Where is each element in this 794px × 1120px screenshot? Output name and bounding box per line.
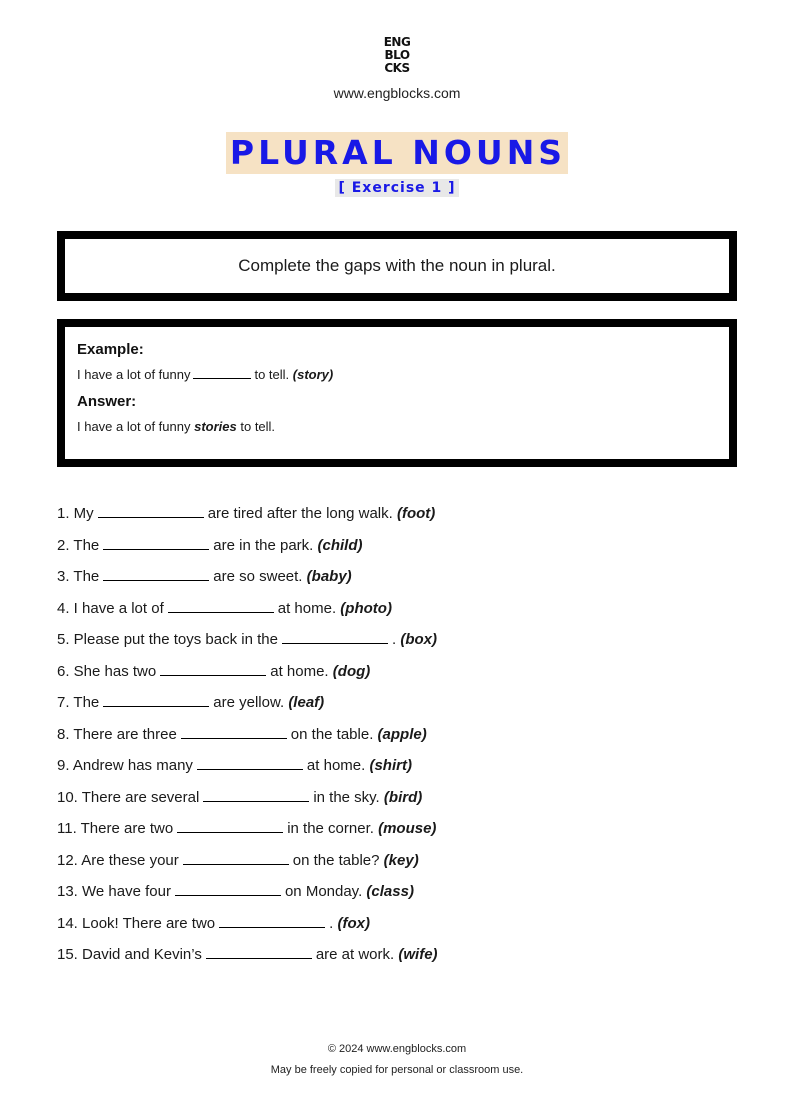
answer-gap[interactable] <box>103 566 209 581</box>
example-before: I have a lot of funny <box>77 367 191 382</box>
question-item <box>57 787 737 819</box>
question-text-before: 6. She has two <box>57 662 157 680</box>
instructions-text: Complete the gaps with the noun in plural. <box>238 256 556 275</box>
page-title: PLURAL NOUNS <box>226 132 568 174</box>
logo-line: BLO <box>384 48 410 62</box>
site-url: www.engblocks.com <box>333 85 461 101</box>
question-text-after: at home. <box>306 757 366 774</box>
answer-gap[interactable] <box>103 535 209 550</box>
question-text-after: are in the park. <box>213 536 314 554</box>
question-text-before: 2. The <box>57 536 100 554</box>
logo <box>0 36 794 75</box>
answer-gap[interactable] <box>203 787 309 802</box>
question-text-before: 4. I have a lot of <box>57 599 164 617</box>
example-label: Example: <box>77 341 144 358</box>
answer-gap[interactable] <box>103 692 209 707</box>
question-text-before: 7. The <box>57 694 100 711</box>
example-hint: (story) <box>292 367 334 382</box>
question-text-before: 13. We have four <box>57 883 171 900</box>
answer-after: to tell. <box>240 419 276 434</box>
question-item <box>57 850 737 882</box>
question-item <box>57 755 737 787</box>
noun-hint: (child) <box>317 536 363 554</box>
example-box <box>57 319 737 467</box>
logo-line: ENG <box>383 35 411 49</box>
answer-before: I have a lot of funny <box>77 419 191 434</box>
question-text-after: at home. <box>270 662 329 680</box>
question-text-before: 8. There are three <box>57 725 177 743</box>
question-text-before: 11. There are two <box>57 820 174 837</box>
noun-hint: (baby) <box>306 568 352 585</box>
noun-hint: (fox) <box>337 914 370 932</box>
question-text-before: 5. Please put the toys back in the <box>57 631 278 648</box>
question-text-before: 3. The <box>57 568 100 585</box>
question-item <box>57 724 737 756</box>
answer-gap[interactable] <box>98 503 204 518</box>
answer-gap[interactable] <box>168 598 274 613</box>
example-gap <box>193 368 251 379</box>
question-text-after: . <box>391 631 397 648</box>
noun-hint: (dog) <box>332 662 371 680</box>
answer-gap[interactable] <box>206 944 312 959</box>
question-item <box>57 944 737 976</box>
question-item <box>57 598 737 630</box>
question-text-before: 14. Look! There are two <box>57 914 216 932</box>
noun-hint: (wife) <box>398 946 438 963</box>
noun-hint: (foot) <box>396 505 436 522</box>
answer-word: stories <box>194 419 237 434</box>
question-text-after: are yellow. <box>213 694 285 711</box>
answer-gap[interactable] <box>282 629 388 644</box>
noun-hint: (shirt) <box>369 757 412 774</box>
answer-gap[interactable] <box>183 850 289 865</box>
question-text-after: on the table. <box>290 725 374 743</box>
footer-copyright: © 2024 www.engblocks.com <box>327 1043 467 1055</box>
question-text-before: 15. David and Kevin’s <box>57 946 202 963</box>
question-item <box>57 913 737 945</box>
noun-hint: (class) <box>366 883 414 900</box>
answer-gap[interactable] <box>160 661 266 676</box>
footer-license: May be freely copied for personal or classroom use. <box>270 1064 524 1076</box>
example-sentence <box>77 367 717 382</box>
logo-line: CKS <box>384 61 410 75</box>
question-item <box>57 503 737 535</box>
question-text-after: on Monday. <box>284 883 363 900</box>
question-item <box>57 535 737 567</box>
question-text-after: are tired after the long walk. <box>207 505 393 522</box>
answer-label: Answer: <box>77 393 137 410</box>
question-text-before: 10. There are several <box>57 788 200 806</box>
question-text-after: are at work. <box>315 946 395 963</box>
question-item <box>57 629 737 661</box>
question-text-before: 1. My <box>57 505 94 522</box>
answer-gap[interactable] <box>197 755 303 770</box>
question-item <box>57 881 737 913</box>
noun-hint: (box) <box>400 631 437 648</box>
noun-hint: (apple) <box>377 725 427 743</box>
question-text-after: at home. <box>277 599 337 617</box>
noun-hint: (leaf) <box>288 694 325 711</box>
noun-hint: (bird) <box>383 788 423 806</box>
answer-gap[interactable] <box>181 724 287 739</box>
question-item <box>57 692 737 724</box>
question-text-after: on the table? <box>292 851 380 869</box>
noun-hint: (mouse) <box>378 820 437 837</box>
question-item <box>57 661 737 693</box>
question-text-before: 9. Andrew has many <box>57 757 193 774</box>
question-text-after: in the sky. <box>313 788 380 806</box>
example-after: to tell. <box>254 367 290 382</box>
exercise-subtitle: [ Exercise 1 ] <box>335 179 458 197</box>
question-item <box>57 818 737 850</box>
question-list <box>57 503 737 976</box>
answer-sentence <box>77 419 717 434</box>
noun-hint: (key) <box>383 851 419 869</box>
question-text-after: in the corner. <box>287 820 374 837</box>
answer-gap[interactable] <box>177 818 283 833</box>
answer-gap[interactable] <box>175 881 281 896</box>
question-item <box>57 566 737 598</box>
instructions-box <box>57 231 737 301</box>
question-text-after: are so sweet. <box>213 568 303 585</box>
question-text-after: . <box>329 914 334 932</box>
question-text-before: 12. Are these your <box>57 851 179 869</box>
noun-hint: (photo) <box>340 599 392 617</box>
answer-gap[interactable] <box>219 913 325 928</box>
